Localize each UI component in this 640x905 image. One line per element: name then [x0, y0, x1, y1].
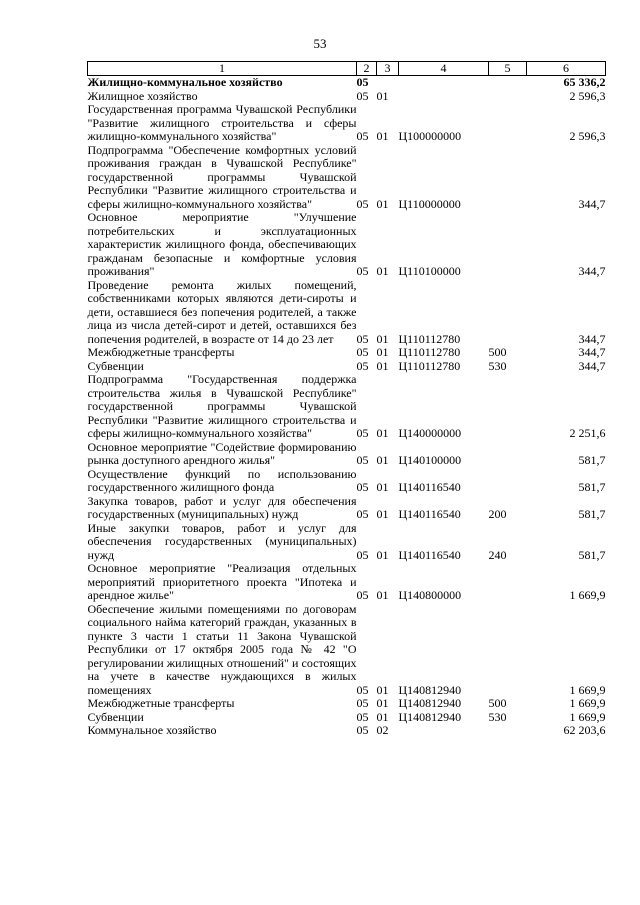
row-name: Межбюджетные трансферты: [87, 345, 235, 359]
row-name: Обеспечение жилыми помещениями по договорам социального найма категорий граждан, указанных в пункте 3 части 1 статьи 11 Закона Чувашской Республики от 17 октября 2005 года № 42 "О регулировании жилищных отношений" и состоящих на учете в качестве нуждающихся в жилых помещениях: [87, 601, 357, 697]
row-subsection: 01: [376, 264, 389, 278]
row-expense-type: [489, 144, 527, 212]
row-expense-type: 530: [488, 358, 507, 373]
row-subsection: 01: [376, 426, 389, 440]
row-name: Основное мероприятие "Реализация отдельных мероприятий приоритетного проекта "Ипотека и арендное жилье": [87, 561, 357, 602]
column-header-target-article: 4: [399, 62, 489, 76]
row-section: 05: [356, 723, 369, 737]
row-name: Субвенции: [87, 358, 144, 373]
row-expense-type: 240: [488, 547, 507, 562]
row-section: 05: [356, 709, 369, 724]
row-amount: 2 596,3: [569, 88, 606, 103]
row-section: 05: [356, 480, 369, 494]
row-target-article: Ц110100000: [398, 264, 461, 278]
row-target-article: [399, 90, 489, 104]
row-section: 05: [356, 129, 369, 143]
row-section: 05: [356, 588, 369, 602]
row-section: 05: [356, 453, 369, 467]
row-section: 05: [356, 196, 369, 211]
row-expense-type: 200: [488, 507, 507, 521]
row-name: Основное мероприятие "Улучшение потребительских и эксплуатационных характеристик жилищного фонда, обеспечивающих гражданам безопасные и комфортные условия проживания": [87, 210, 357, 278]
table-row: [88, 603, 606, 698]
table-row: [88, 90, 606, 104]
table-row: [88, 724, 606, 738]
row-target-article: Ц140800000: [398, 588, 462, 602]
row-expense-type: 530: [488, 709, 507, 724]
row-expense-type: [489, 468, 527, 495]
table-row: [88, 279, 606, 347]
row-expense-type: [489, 441, 527, 468]
row-section: 05: [356, 264, 369, 278]
row-amount: 344,7: [578, 331, 606, 346]
table-row: [88, 711, 606, 725]
row-target-article: Ц140000000: [398, 426, 462, 440]
row-expense-type: [489, 103, 527, 144]
row-section: 05: [356, 547, 369, 562]
row-amount: 1 669,9: [569, 588, 606, 602]
row-name: Проведение ремонта жилых помещений, собственниками которых являются дети-сироты и дети, оставшиеся без попечения родителей, а также лица из числа детей-сирот и детей, оставшихся без попечения родителей, в возрасте от 14 до 23 лет: [87, 277, 357, 346]
row-subsection: 01: [376, 507, 389, 521]
row-subsection: 01: [376, 588, 389, 602]
row-subsection: 01: [376, 358, 389, 373]
row-section: 05: [356, 88, 369, 103]
column-header-name: 1: [88, 62, 357, 76]
row-expense-type: [489, 90, 527, 104]
row-expense-type: [489, 279, 527, 347]
table-row: [88, 346, 606, 360]
column-header-subsection: 3: [377, 62, 399, 76]
row-amount: 1 669,9: [569, 682, 606, 697]
row-target-article: Ц100000000: [398, 129, 462, 143]
row-section: 05: [356, 507, 369, 521]
row-expense-type: [489, 76, 527, 90]
table-row: [88, 522, 606, 563]
row-section: 05: [356, 75, 369, 89]
row-section: 05: [356, 682, 369, 697]
row-amount: 581,7: [578, 547, 606, 562]
column-header-amount: 6: [527, 62, 606, 76]
row-amount: 1 669,9: [569, 709, 606, 724]
row-amount: 344,7: [578, 358, 606, 373]
row-name: Государственная программа Чувашской Республики "Развитие жилищного строительства и сферы жилищно-коммунального хозяйства": [87, 102, 357, 143]
row-name: Осуществление функций по использованию государственного жилищного фонда: [87, 466, 357, 494]
row-subsection: 01: [376, 480, 389, 494]
row-name: Закупка товаров, работ и услуг для обеспечения государственных (муниципальных) нужд: [87, 493, 357, 521]
row-name: Коммунальное хозяйство: [87, 723, 217, 737]
table-row: [88, 468, 606, 495]
row-subsection: 01: [376, 331, 389, 346]
row-amount: 344,7: [578, 196, 606, 211]
row-expense-type: [489, 562, 527, 603]
row-expense-type: [489, 373, 527, 441]
row-amount: 581,7: [578, 480, 606, 494]
row-name: Подпрограмма "Государственная поддержка строительства жилья в Чувашской Республике" государственной программы Чувашской Республики "Развитие жилищного строительства и сферы жилищно-коммунального хозяйства": [87, 372, 357, 440]
row-subsection: 01: [376, 88, 389, 103]
table-row: [88, 103, 606, 144]
row-amount: 1 669,9: [569, 696, 606, 710]
row-target-article: Ц140812940: [398, 709, 462, 724]
table-row: [88, 495, 606, 522]
row-subsection: 01: [376, 709, 389, 724]
row-name: Жилищно-коммунальное хозяйство: [87, 75, 283, 89]
row-target-article: Ц110112780: [398, 331, 461, 346]
row-subsection: 01: [376, 196, 389, 211]
row-amount: 2 596,3: [569, 129, 606, 143]
table-row: [88, 697, 606, 711]
row-amount: 344,7: [578, 264, 606, 278]
row-expense-type: 500: [488, 696, 507, 710]
row-target-article: Ц140116540: [398, 547, 461, 562]
row-expense-type: [489, 211, 527, 279]
row-name: Межбюджетные трансферты: [87, 696, 235, 710]
row-expense-type: 500: [488, 345, 507, 359]
row-target-article: [399, 724, 489, 738]
row-subsection: 01: [376, 453, 389, 467]
row-expense-type: [489, 724, 527, 738]
row-amount: 344,7: [578, 345, 606, 359]
table-row: [88, 360, 606, 374]
table-row: [88, 441, 606, 468]
row-subsection: 01: [376, 696, 389, 710]
row-name: Жилищное хозяйство: [87, 88, 198, 103]
row-target-article: Ц140812940: [398, 696, 462, 710]
budget-table: [87, 61, 606, 738]
row-target-article: Ц110112780: [398, 345, 461, 359]
table-row: [88, 373, 606, 441]
row-amount: 62 203,6: [563, 723, 606, 737]
row-target-article: [399, 76, 489, 90]
row-expense-type: [489, 603, 527, 698]
table-row: [88, 562, 606, 603]
row-target-article: Ц140116540: [398, 480, 461, 494]
row-subsection: 01: [376, 345, 389, 359]
column-header-section: 2: [357, 62, 377, 76]
page-number: 53: [313, 36, 327, 51]
column-header-expense-type: 5: [489, 62, 527, 76]
row-subsection: [377, 76, 399, 90]
row-subsection: 02: [376, 723, 389, 737]
table-row: [88, 211, 606, 279]
row-name: Субвенции: [87, 709, 144, 724]
row-name: Основное мероприятие "Содействие формированию рынка доступного арендного жилья": [87, 439, 357, 467]
row-name: Иные закупки товаров, работ и услуг для обеспечения государственных (муниципальных) нужд: [87, 520, 357, 562]
row-subsection: 01: [376, 129, 389, 143]
budget-table-body: [88, 76, 606, 738]
row-amount: 65 336,2: [563, 75, 606, 89]
row-subsection: 01: [376, 547, 389, 562]
row-section: 05: [356, 696, 369, 710]
column-number-header-row: [88, 62, 606, 76]
row-name: Подпрограмма "Обеспечение комфортных условий проживания граждан в Чувашской Республике" государственной программы Чувашской Республики "Развитие жилищного строительства и сферы жилищно-коммунального хозяйства": [87, 142, 357, 211]
row-amount: 581,7: [578, 507, 606, 521]
row-target-article: Ц140812940: [398, 682, 462, 697]
table-row: [88, 144, 606, 212]
row-target-article: Ц140116540: [398, 507, 461, 521]
row-section: 05: [356, 426, 369, 440]
row-amount: 2 251,6: [569, 426, 606, 440]
row-subsection: 01: [376, 682, 389, 697]
row-section: 05: [356, 358, 369, 373]
row-section: 05: [356, 345, 369, 359]
table-row: [88, 76, 606, 90]
row-amount: 581,7: [578, 453, 606, 467]
row-target-article: Ц110000000: [398, 196, 461, 211]
row-target-article: Ц140100000: [398, 453, 462, 467]
row-target-article: Ц110112780: [398, 358, 461, 373]
row-section: 05: [356, 331, 369, 346]
